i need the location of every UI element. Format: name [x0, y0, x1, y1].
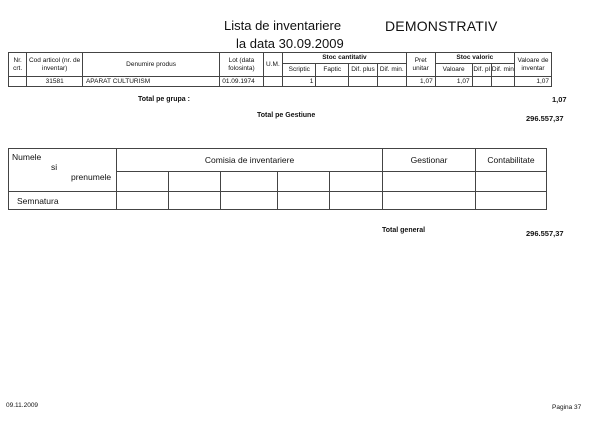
col-header-valoare-inventar: Valoare de inventar	[514, 53, 551, 77]
col-header-dif-plus: Dif. plus	[349, 64, 378, 77]
contabilitate-header: Contabilitate	[475, 149, 546, 172]
si-label: si	[51, 162, 58, 172]
comisia-name-cell	[220, 172, 278, 192]
total-gestiune-value: 296.557,37	[526, 114, 564, 123]
cell-um	[263, 77, 283, 87]
col-header-stoc-valoric: Stoc valoric	[435, 53, 514, 64]
demo-watermark: DEMONSTRATIV	[385, 18, 498, 34]
col-header-um: U.M.	[263, 53, 283, 77]
col-header-valoare: Valoare	[435, 64, 472, 77]
col-header-denumire: Denumire produs	[82, 53, 219, 77]
signature-cell	[330, 192, 383, 210]
semnatura-label: Semnatura	[9, 192, 117, 210]
signature-cell	[116, 192, 168, 210]
prenume-label: prenumele	[71, 172, 112, 182]
cell-scriptic: 1	[283, 77, 316, 87]
cell-valoare-inventar: 1,07	[514, 77, 551, 87]
nume-prenume-cell	[9, 149, 117, 192]
col-header-dif-min2: Dif. min	[491, 64, 514, 77]
signature-cell	[278, 192, 330, 210]
table-row	[9, 77, 552, 87]
footer-date: 09.11.2009	[6, 402, 39, 409]
col-header-dif-pl: Dif. pl	[472, 64, 491, 77]
col-header-cod: Cod articol (nr. de inventar)	[27, 53, 83, 77]
cell-dif-min2	[491, 77, 514, 87]
signature-cell	[383, 192, 476, 210]
cell-cod: 31581	[27, 77, 83, 87]
comisia-name-cell	[278, 172, 330, 192]
total-grupa-label: Total pe grupa :	[138, 96, 190, 103]
cell-dif-plus	[349, 77, 378, 87]
cell-dif-pl	[472, 77, 491, 87]
signature-cell	[220, 192, 278, 210]
inventory-table	[8, 52, 552, 87]
cell-faptic	[316, 77, 349, 87]
signature-table	[8, 148, 547, 210]
comisia-name-cell	[330, 172, 383, 192]
document-date: la data 30.09.2009	[236, 36, 344, 51]
col-header-lot: Lot (data folosinta)	[220, 53, 263, 77]
signature-cell	[475, 192, 546, 210]
total-gestiune-label: Total pe Gestiune	[257, 112, 316, 119]
col-header-faptic: Faptic	[316, 64, 349, 77]
total-grupa-value: 1,07	[552, 95, 567, 104]
cell-nr	[9, 77, 27, 87]
contabilitate-name-cell	[475, 172, 546, 192]
signature-cell	[168, 192, 220, 210]
gestionar-name-cell	[383, 172, 476, 192]
page-number: Pagina 37	[552, 404, 582, 411]
comisia-name-cell	[116, 172, 168, 192]
comisia-name-cell	[168, 172, 220, 192]
cell-dif-min	[377, 77, 406, 87]
gestionar-header: Gestionar	[383, 149, 476, 172]
nume-label: Numele	[12, 152, 42, 162]
col-header-scriptic: Scriptic	[283, 64, 316, 77]
col-header-dif-min: Dif. min.	[377, 64, 406, 77]
cell-denumire: APARAT CULTURISM	[82, 77, 219, 87]
cell-pret: 1,07	[406, 77, 435, 87]
document-title: Lista de inventariere	[224, 18, 342, 33]
comisia-header: Comisia de inventariere	[116, 149, 382, 172]
col-header-stoc-cantitativ: Stoc cantitativ	[283, 53, 406, 64]
total-general-label: Total general	[382, 227, 426, 234]
total-general-value: 296.557,37	[526, 229, 564, 238]
col-header-pret: Pret unitar	[406, 53, 435, 77]
col-header-nr: Nr. crt.	[9, 53, 27, 77]
cell-lot: 01.09.1974	[220, 77, 263, 87]
cell-valoare: 1,07	[435, 77, 472, 87]
